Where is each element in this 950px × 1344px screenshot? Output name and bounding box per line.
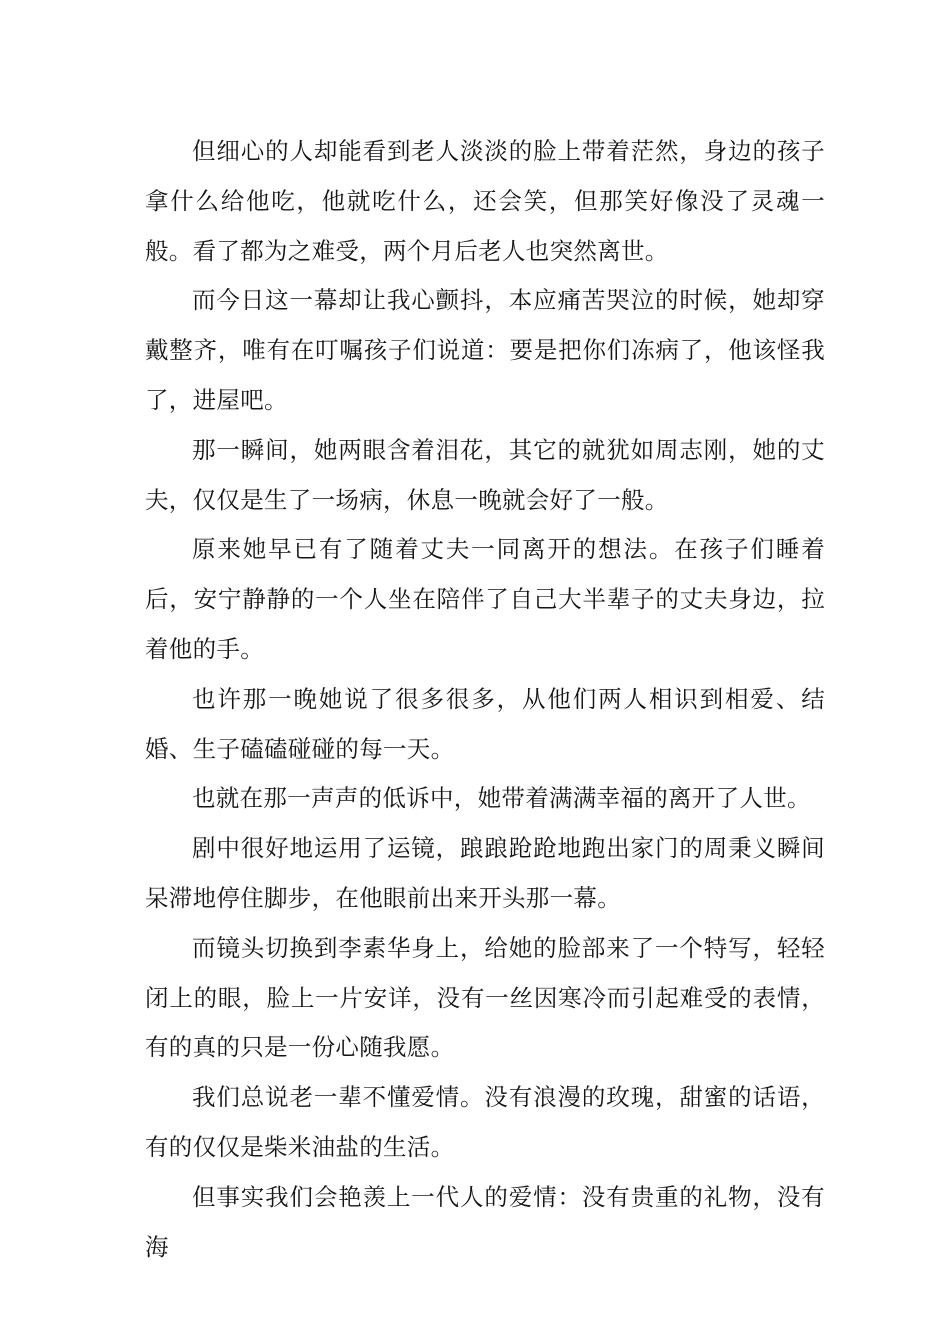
paragraph: 而镜头切换到李素华身上，给她的脸部来了一个特写，轻轻闭上的眼，脸上一片安详，没有一丝因寒冷而引起难受的表情，有的真的只是一份心随我愿。 [145, 933, 825, 1062]
paragraph: 但细心的人却能看到老人淡淡的脸上带着茫然，身边的孩子拿什么给他吃，他就吃什么，还会笑，但那笑好像没了灵魂一般。看了都为之难受，两个月后老人也突然离世。 [145, 137, 825, 265]
paragraph: 我们总说老一辈不懂爱情。没有浪漫的玫瑰，甜蜜的话语，有的仅仅是柴米油盐的生活。 [145, 1083, 825, 1161]
paragraph: 也就在那一声声的低诉中，她带着满满幸福的离开了人世。 [192, 784, 811, 813]
document-body [145, 127, 825, 1272]
paragraph: 原来她早已有了随着丈夫一同离开的想法。在孩子们睡着后，安宁静静的一个人坐在陪伴了自己大半辈子的丈夫身边，拉着他的手。 [145, 535, 825, 663]
paragraph: 剧中很好地运用了运镜，踉踉跄跄地跑出家门的周秉义瞬间呆滞地停住脚步，在他眼前出来开头那一幕。 [145, 834, 825, 912]
paragraph: 也许那一晚她说了很多很多，从他们两人相识到相爱、结婚、生子磕磕碰碰的每一天。 [145, 684, 825, 763]
paragraph: 但事实我们会艳羡上一代人的爱情：没有贵重的礼物，没有海 [145, 1182, 825, 1261]
paragraph: 而今日这一幕却让我心颤抖，本应痛苦哭泣的时候，她却穿戴整齐，唯有在叮嘱孩子们说道：要是把你们冻病了，他该怪我了，进屋吧。 [145, 286, 825, 414]
paragraph: 那一瞬间，她两眼含着泪花，其它的就犹如周志刚，她的丈夫，仅仅是生了一场病，休息一晚就会好了一般。 [145, 435, 825, 514]
